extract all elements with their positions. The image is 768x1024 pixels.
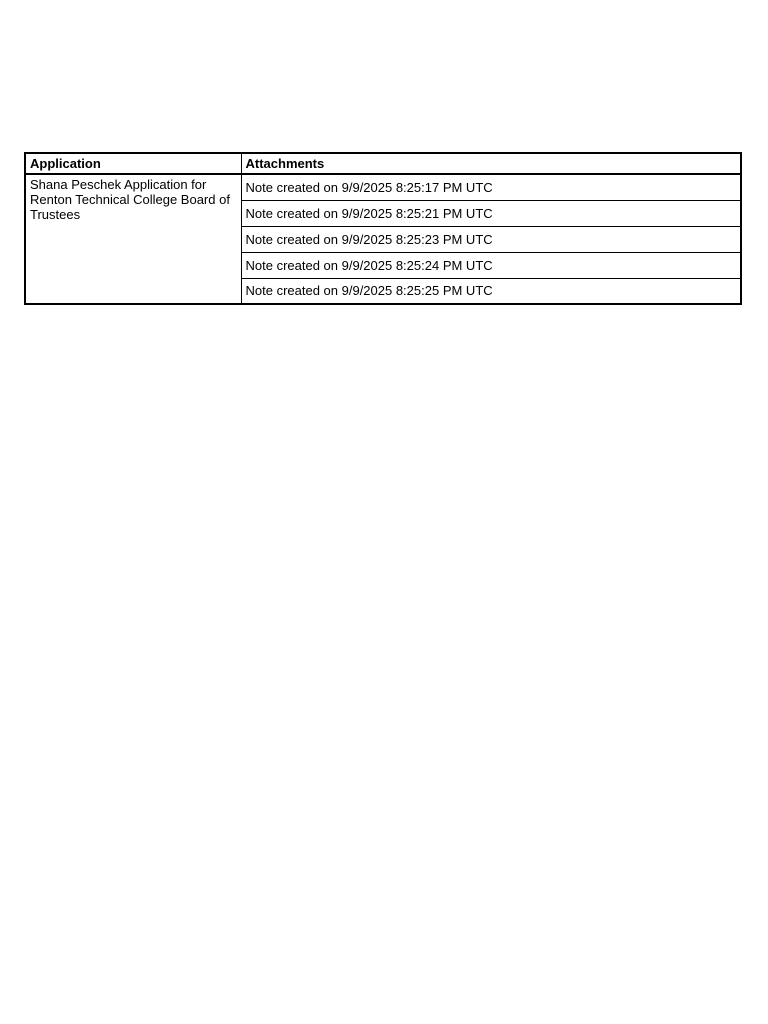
column-header-attachments: Attachments	[241, 153, 741, 174]
attachment-note: Note created on 9/9/2025 8:25:21 PM UTC	[241, 200, 741, 226]
attachment-note: Note created on 9/9/2025 8:25:23 PM UTC	[241, 226, 741, 252]
table-header-row	[25, 153, 741, 174]
application-attachments-table	[24, 152, 742, 305]
column-header-application: Application	[25, 153, 241, 174]
application-title-cell: Shana Peschek Application for Renton Technical College Board of Trustees	[25, 174, 241, 304]
table-row	[25, 174, 741, 200]
attachment-note: Note created on 9/9/2025 8:25:17 PM UTC	[241, 174, 741, 200]
attachment-note: Note created on 9/9/2025 8:25:25 PM UTC	[241, 278, 741, 304]
attachment-note: Note created on 9/9/2025 8:25:24 PM UTC	[241, 252, 741, 278]
